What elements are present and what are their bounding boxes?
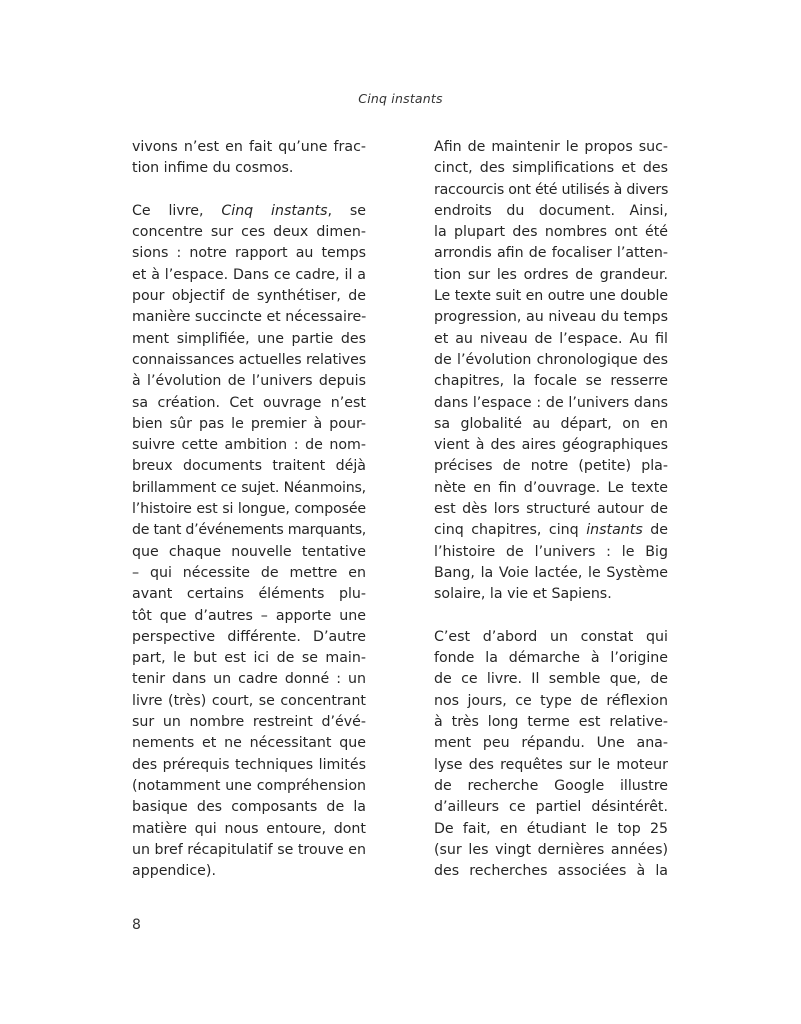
text-line: lyse des requêtes sur le moteur bbox=[434, 756, 668, 773]
text-segment: , se bbox=[327, 202, 367, 219]
running-head: Cinq instants bbox=[358, 91, 443, 106]
text-line bbox=[434, 520, 668, 541]
text-line: – qui nécessite de mettre en bbox=[132, 564, 366, 581]
text-line: précises de notre (petite) pla- bbox=[434, 458, 668, 475]
text-line: sa globalité au départ, on en bbox=[434, 415, 668, 432]
text-line: endroits du document. Ainsi, bbox=[434, 202, 668, 219]
text-line: d’ailleurs ce partiel désintérêt. bbox=[434, 799, 668, 816]
text-line: fonde la démarche à l’origine bbox=[434, 650, 668, 667]
text-line: des prérequis techniques limités bbox=[132, 756, 366, 773]
text-line: un bref récapitulatif se trouve en bbox=[132, 841, 366, 858]
text-line: l’histoire est si longue, composée bbox=[132, 501, 366, 518]
paragraph-gap bbox=[434, 606, 668, 627]
text-line: chapitres, la focale se resserre bbox=[434, 373, 668, 390]
text-line: concentre sur ces deux dimen- bbox=[132, 224, 366, 241]
text-line: que chaque nouvelle tentative bbox=[132, 543, 366, 560]
text-line: à l’évolution de l’univers depuis bbox=[132, 373, 366, 390]
text-line: nos jours, ce type de réflexion bbox=[434, 692, 668, 709]
text-line: sions : notre rapport au temps bbox=[132, 245, 366, 262]
text-line: de ce livre. Il semble que, de bbox=[434, 671, 668, 688]
text-line: (sur les vingt dernières années) bbox=[434, 841, 668, 858]
book-title-italic: Cinq instants bbox=[221, 202, 328, 219]
text-line: avant certains éléments plu- bbox=[132, 586, 366, 603]
text-line: dans l’espace : de l’univers dans bbox=[434, 394, 668, 411]
text-line: Le texte suit en outre une double bbox=[434, 288, 668, 305]
text-line: l’histoire de l’univers : le Big bbox=[434, 543, 668, 560]
text-line: et au niveau de l’espace. Au fil bbox=[434, 330, 668, 347]
text-line: à très long terme est relative- bbox=[434, 714, 668, 731]
text-line bbox=[132, 201, 366, 222]
text-line: vient à des aires géographiques bbox=[434, 437, 668, 454]
text-line: la plupart des nombres ont été bbox=[434, 224, 668, 241]
text-line: Afin de maintenir le propos suc- bbox=[434, 139, 668, 155]
text-line: ment peu répandu. Une ana- bbox=[434, 735, 668, 752]
text-line: pour objectif de synthétiser, de bbox=[132, 288, 366, 305]
text-line: tion sur les ordres de grandeur. bbox=[434, 266, 668, 283]
page-number: 8 bbox=[132, 917, 141, 933]
instants-italic: instants bbox=[586, 522, 643, 539]
text-line: matière qui nous entoure, dont bbox=[132, 820, 366, 837]
right-column bbox=[434, 137, 668, 882]
text-line: basique des composants de la bbox=[132, 799, 366, 816]
text-line: C’est d’abord un constat qui bbox=[434, 628, 668, 645]
text-line: part, le but est ici de se main- bbox=[132, 650, 366, 667]
text-line: cinct, des simplifications et des bbox=[434, 160, 668, 177]
text-line: tôt que d’autres – apporte une bbox=[132, 607, 366, 624]
text-line: de l’évolution chronologique des bbox=[434, 351, 668, 368]
text-line: livre (très) court, se concentrant bbox=[132, 692, 366, 709]
text-line: bien sûr pas le premier à pour- bbox=[132, 415, 366, 432]
text-line: vivons n’est en fait qu’une frac- bbox=[132, 139, 366, 155]
text-line: suivre cette ambition : de nom- bbox=[132, 437, 366, 454]
text-line: raccourcis ont été utilisés à divers bbox=[434, 181, 669, 198]
text-line: ment simplifiée, une partie des bbox=[132, 330, 366, 347]
text-line: solaire, la vie et Sapiens. bbox=[434, 586, 612, 603]
text-line: brillamment ce sujet. Néanmoins, bbox=[132, 479, 366, 496]
text-line: connaissances actuelles relatives bbox=[132, 351, 366, 368]
text-line: manière succincte et nécessaire- bbox=[132, 309, 367, 326]
left-column bbox=[132, 137, 366, 882]
text-line: (notamment une compréhension bbox=[132, 777, 366, 794]
text-line: de tant d’événements marquants, bbox=[132, 522, 366, 539]
text-segment: cinq chapitres, cinq bbox=[434, 522, 579, 539]
text-line: progression, au niveau du temps bbox=[434, 309, 668, 326]
paragraph-gap bbox=[132, 180, 366, 201]
text-line: nète en fin d’ouvrage. Le texte bbox=[434, 479, 668, 496]
text-line: De fait, en étudiant le top 25 bbox=[434, 820, 668, 837]
text-line: breux documents traitent déjà bbox=[132, 458, 366, 475]
text-line: tenir dans un cadre donné : un bbox=[132, 671, 366, 688]
text-line: est dès lors structuré autour de bbox=[434, 501, 668, 518]
text-segment: de bbox=[650, 522, 668, 539]
text-segment: Ce livre, bbox=[132, 202, 204, 219]
text-line: sa création. Cet ouvrage n’est bbox=[132, 394, 366, 411]
text-line: de recherche Google illustre bbox=[434, 777, 668, 794]
text-line: arrondis afin de focaliser l’atten- bbox=[434, 245, 668, 262]
text-line: nements et ne nécessitant que bbox=[132, 735, 366, 752]
text-line: perspective différente. D’autre bbox=[132, 628, 366, 645]
text-line: sur un nombre restreint d’évé- bbox=[132, 714, 366, 731]
text-line: Bang, la Voie lactée, le Système bbox=[434, 564, 668, 581]
text-line: et à l’espace. Dans ce cadre, il a bbox=[132, 266, 366, 283]
text-line: appendice). bbox=[132, 863, 216, 880]
text-line: des recherches associées à la bbox=[434, 863, 668, 880]
text-line: tion infime du cosmos. bbox=[132, 160, 294, 177]
